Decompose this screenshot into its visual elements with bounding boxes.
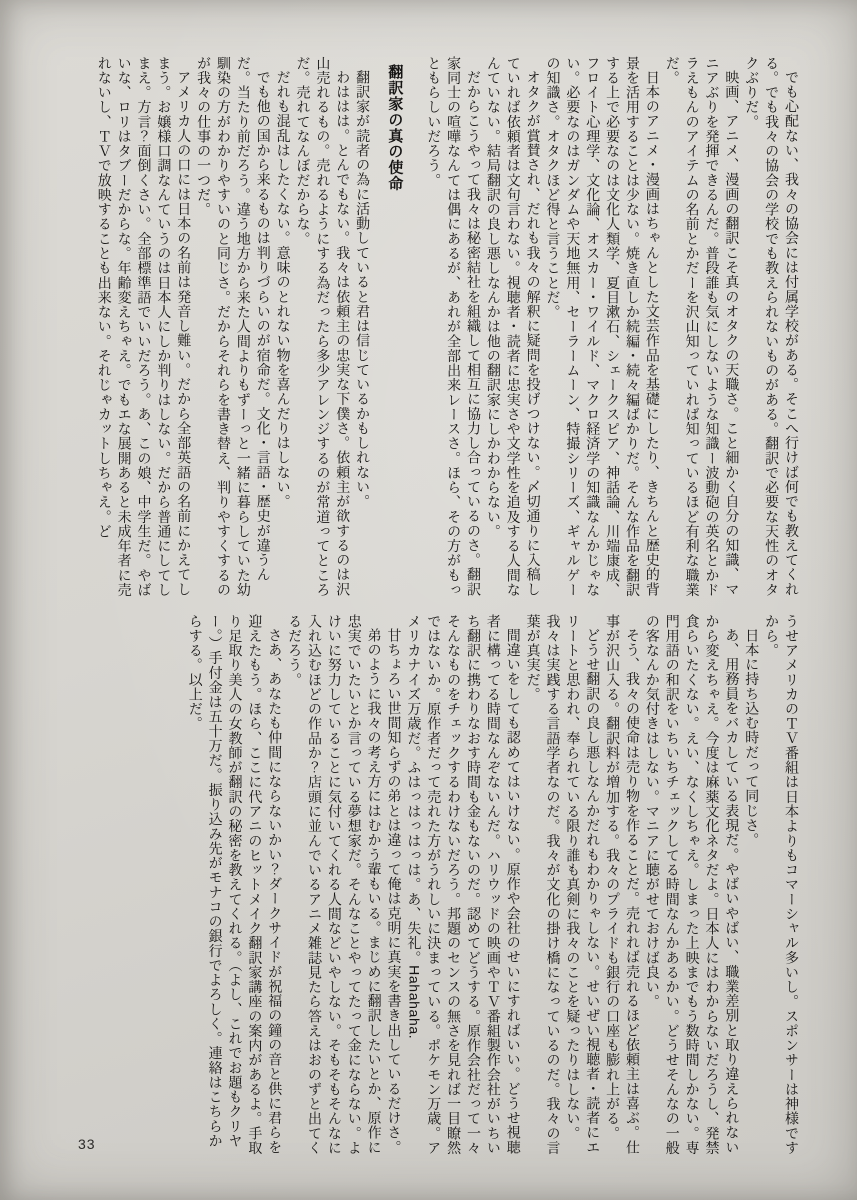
paragraph: 間違いをしても認めてはいけない。原作や会社のせいにすればいい。どうせ視聴者に構ってる時間なんぞないんだ。ハリウッドの映画やＴＶ番組製作会社がいちいち翻訳に携わりなおす時間も金もないのだ。認めてどうする。原作会社だって一々そんなものをチェックするわけないだろう。邦題のセンスの無さを見れば一目瞭然ではないか。原作者だって売れた方がうれしいに決まっている。ポケモン万歳。アメリカナイズ万歳だ。ふはっはっはっは。あ、失礼。Hahahaha. xyxy=(406,614,522,1156)
bottom-text-block xyxy=(71,614,801,1162)
paragraph: 甘ちょろい世間知らずの弟とは違って俺は克明に真実を書き出しているだけさ。 xyxy=(386,628,403,1155)
section-heading: 翻訳家の真の使命 xyxy=(386,63,404,191)
paragraph: オタクが賞賛され、だれも我々の解釈に疑問を投げつけない。〆切通りに入稿していれば依頼者は文句言わない。視聴者・読者に忠実さや文学性を追及する人間なんていない。結局翻訳の良し悪しなんかは他の翻訳家にしかわからない。 xyxy=(485,56,542,598)
paragraph: でも他の国から来るものは判りづらいのが宿命だ。文化・言語・歴史が違うんだ。当たり前だろう。違う地方から来た人間よりもずーっと一緒に暮らしていた幼馴染の方がわかりやすいのと同じさ。だからそれらを書き替え、判りやすくするのが我々の仕事の一つだ。 xyxy=(196,56,272,598)
paragraph: だからこうやって我々は秘密結社を組織して相互に協力し合っているのさ。翻訳家同士の喧嘩なんては偶にあるが、あれが全部出来レースさ。ほら、その方がもっともらしいだろう。 xyxy=(426,56,482,598)
paragraph: 日本に持ち込む時だって同じさ。 xyxy=(744,628,761,848)
paragraph: うせアメリカのＴＶ番組は日本よりもコマーシャル多いし。スポンサーは神様ですから。 xyxy=(764,614,800,1156)
paragraph: あ、用務員をバカしている表現だ。やばいやばい、職業差別と取り違えられないから変えちゃえ。今度は麻薬文化ネタだよ。日本人にはわからないだろうし、発禁食らいたくない。えい、なくしちゃえ。しまった上映までもう数時間しかない。専門用語の和訳をいちいちチェックしてる時間なんかあるかい。どうせそんなの一般の客なんか気付きはしない。マニアに聴がせておけば良い。 xyxy=(644,614,741,1156)
paragraph: そう、我々の使命は売り物を作ることだ。売れれば売れるほど依頼主は喜ぶ。仕事が沢山入る。翻訳料が増加する。我々のプライドも銀行の口座も膨れ上がる。 xyxy=(605,614,641,1155)
page-number: 33 xyxy=(78,1136,96,1152)
paragraph: 映画、アニメ、漫画の翻訳こそ真のオタクの天職さ。こと細かく自分の知識、マニアぶりを発揮できるんだ。普段誰も気にしないような知識ー波動砲の英名とかドラえもんのアイテムの名前とかだーを沢山知っていれば知っているほど有利な職業だ。 xyxy=(664,56,741,598)
paragraph: 翻訳家が読者の為に活動していると君は信じているかもしれない。 xyxy=(355,70,372,509)
top-text-block xyxy=(71,56,801,604)
paragraph: 弟のように我々の考え方にはむかう輩もいる。まじめに翻訳したいとか、原作に忠実でいたいとか言っている夢想家だ。そんなことやってたって金にならない。よけいに努力していることに気付いてくれる人間などいやしない。そもそもそんなに入れ込むほどの作品か？店頭に並んでいるアニメ雑誌見たら答えはおのずと出てくるだろう。 xyxy=(287,614,383,1156)
paragraph: アメリカ人の口には日本の名前は発音し難い。だから全部英語の名前にかえてしまう。お嬢様口調なんていうのは日本人にしか判りはしない。だから普通にしてしまえ。方言？面倒くさい。全部標準語でいいだろう。あ、この娘、中学生だ。やばいな、ロリはタブーだからな。年齢変えちゃえ。でもエな展開あると未成年者に売れないし、ＴＶで放映することも出来ない。それじゃカットしちゃえ。ど xyxy=(96,56,193,598)
paragraph: だれも混乱はしたくない。意味のとれない物を喜んだりはしない。 xyxy=(275,70,292,509)
paragraph: わははは。とんでもない。我々は依頼主の忠実な下僕さ。依頼主が欲するのは沢山売れるもの。売れるようにする為だったら多少アレンジするのが常道ってところだ。売れてなんぼだからな。 xyxy=(295,56,352,598)
paragraph: でも心配ない、我々の協会には付属学校がある。そこへ行けば何でも教えてくれる。でも我々の協会の学校でも教えられないものがある。翻訳で必要な天性のオタクぶりだ。 xyxy=(744,56,800,598)
paragraph: どうせ翻訳の良し悪しなんかだれもわかりゃしない。せいぜい視聴者・読者にエリートと思われ、奉られている限り誰も真剣に我々のことを疑ったりはしない。我々は実践する言語学者なのだ。我々が文化の掛け橋になっているのだ。我々の言葉が真実だ。 xyxy=(525,614,602,1156)
paragraph: 日本のアニメ・漫画はちゃんとした文芸作品を基礎にしたり、きちんと歴史的背景を活用することは少ない。焼き直しか続編・続々編ばかりだ。そんな作品を翻訳する上で必要なのは文化人類学、夏目漱石、シェークスピア、神話論、川端康成、フロイト心理学、文化論、オスカー・ワイルド、マクロ経済学の知識なんかじゃない。必要なのはガンダムや天地無用、セーラームーン、特撮シリーズ、ギャルゲーの知識さ。オタクほど得と言うことだ。 xyxy=(545,56,661,598)
paragraph: さあ、あなたも仲間にならないかい？ダークサイドが祝福の鐘の音と供に君らを迎えたもう。ほら、ここに代アニのヒットメイク翻訳家講座の案内があるよ。手取り足取り美人の女教師が翻訳の秘密を教えてくれる。（よし、これでお題もクリヤー。）手付金は五十万だ。振り込み先がモナコの銀行でよろしく。連絡はこちらからする。以上だ。 xyxy=(187,614,284,1156)
